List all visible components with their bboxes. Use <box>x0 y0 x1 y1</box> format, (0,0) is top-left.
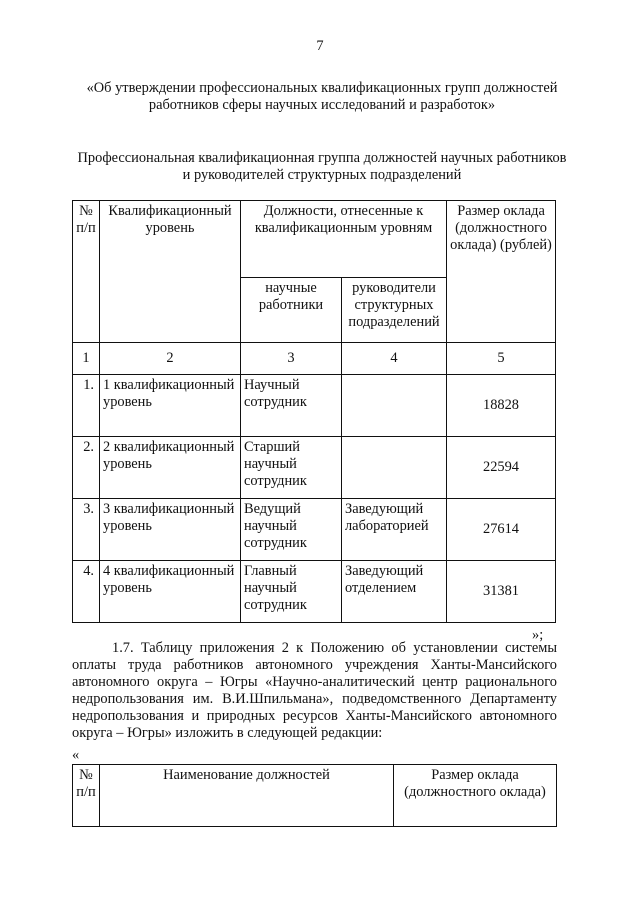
header-salary: Размер оклада (должностного оклада) <box>394 765 557 827</box>
header-heads: руководители структурных подразделений <box>342 278 447 343</box>
row-scientist-position: Старший научный сотрудник <box>241 437 342 499</box>
table-row <box>73 375 556 437</box>
row-number: 4. <box>73 561 100 623</box>
column-number: 2 <box>100 343 241 375</box>
row-salary: 27614 <box>447 499 556 561</box>
column-number: 1 <box>73 343 100 375</box>
row-head-position: Заведующий лабораторией <box>342 499 447 561</box>
column-number: 3 <box>241 343 342 375</box>
header-level: Квалификационный уровень <box>100 201 241 343</box>
row-scientist-position: Научный сотрудник <box>241 375 342 437</box>
row-number: 1. <box>73 375 100 437</box>
qualification-table <box>72 200 556 623</box>
header-num: № п/п <box>73 765 100 827</box>
row-head-position <box>342 375 447 437</box>
row-level: 2 квалификационный уровень <box>100 437 241 499</box>
row-level: 4 квалификационный уровень <box>100 561 241 623</box>
row-salary: 18828 <box>447 375 556 437</box>
table-row <box>73 561 556 623</box>
row-scientist-position: Главный научный сотрудник <box>241 561 342 623</box>
column-number: 5 <box>447 343 556 375</box>
row-number: 3. <box>73 499 100 561</box>
paragraph-text: 1.7. Таблицу приложения 2 к Положению об установлении системы оплаты труда работников автономного учреждения Ханты-Мансийского автономного округа – Югры «Научно-аналитический центр рационального недропользования им. В.И.Шпильмана», подведомственного Департаменту недропользования и природных ресурсов Ханты-Мансийского автономного округа – Югры» изложить в следующей редакции: <box>72 640 557 741</box>
header-position-name: Наименование должностей <box>100 765 394 827</box>
column-number-row <box>73 343 556 375</box>
row-level: 1 квалификационный уровень <box>100 375 241 437</box>
row-level: 3 квалификационный уровень <box>100 499 241 561</box>
row-head-position: Заведующий отделением <box>342 561 447 623</box>
column-number: 4 <box>342 343 447 375</box>
row-head-position <box>342 437 447 499</box>
header-salary: Размер оклада (должностного оклада) (рублей) <box>447 201 556 343</box>
document-title: «Об утверждении профессиональных квалификационных групп должностей работников сферы научных исследований и разработок» <box>86 80 558 113</box>
row-number: 2. <box>73 437 100 499</box>
positions-table <box>72 764 557 827</box>
header-scientists: научные работники <box>241 278 342 343</box>
opening-quote: « <box>72 747 80 763</box>
table-subtitle: Профессиональная квалификационная группа должностей научных работников и руководителей структурных подразделений <box>77 150 567 183</box>
page-number: 7 <box>316 38 324 54</box>
body-paragraph <box>72 640 557 742</box>
row-salary: 22594 <box>447 437 556 499</box>
table-row <box>73 499 556 561</box>
header-positions: Должности, отнесенные к квалификационным уровням <box>241 201 447 278</box>
closing-quote: »; <box>532 627 544 643</box>
header-num: № п/п <box>73 201 100 343</box>
row-salary: 31381 <box>447 561 556 623</box>
row-scientist-position: Ведущий научный сотрудник <box>241 499 342 561</box>
table-row <box>73 437 556 499</box>
